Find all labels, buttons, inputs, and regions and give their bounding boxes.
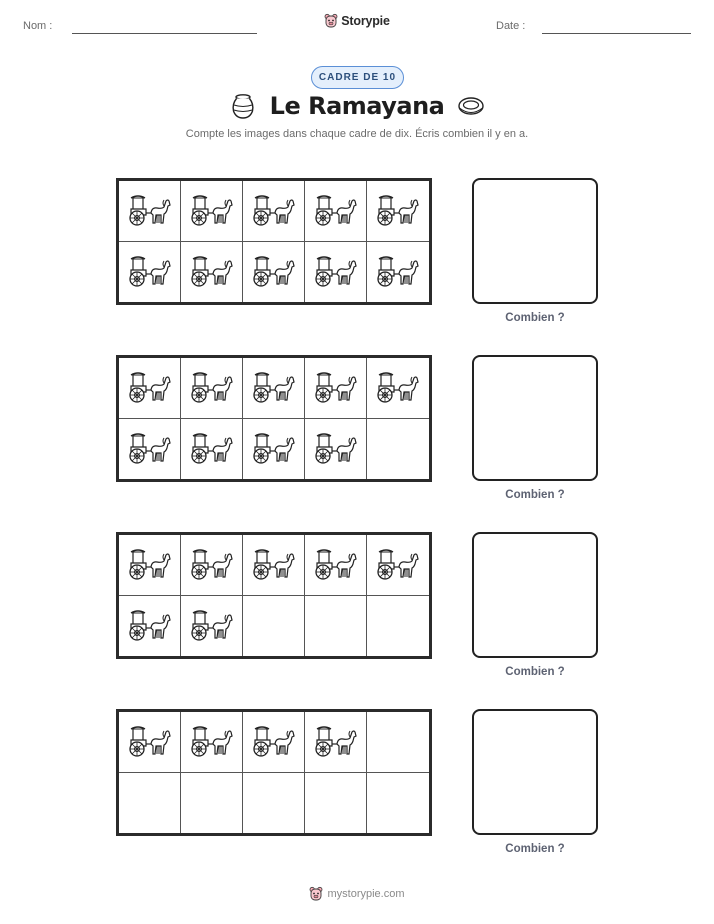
frame-cell bbox=[305, 596, 367, 657]
chariot-icon bbox=[128, 254, 172, 290]
answer-box-4[interactable] bbox=[472, 709, 598, 835]
frame-cell bbox=[305, 712, 367, 773]
chariot-icon bbox=[314, 547, 358, 583]
footer-url: mystorypie.com bbox=[327, 888, 405, 900]
chariot-icon bbox=[314, 254, 358, 290]
frame-cell bbox=[243, 419, 305, 480]
chariot-icon bbox=[190, 608, 234, 644]
frame-cell bbox=[243, 596, 305, 657]
frame-cell bbox=[243, 181, 305, 242]
chariot-icon bbox=[314, 431, 358, 467]
frame-cell bbox=[119, 181, 181, 242]
frame-cell bbox=[367, 712, 429, 773]
chariot-icon bbox=[190, 370, 234, 406]
name-write-line[interactable] bbox=[72, 33, 257, 34]
frame-cell bbox=[181, 242, 243, 303]
chariot-icon bbox=[376, 547, 420, 583]
frame-cell bbox=[367, 358, 429, 419]
chariot-icon bbox=[190, 724, 234, 760]
brand bbox=[0, 13, 714, 29]
frame-cell bbox=[367, 242, 429, 303]
frame-cell bbox=[305, 242, 367, 303]
frame-cell bbox=[181, 419, 243, 480]
question-label-2: Combien ? bbox=[505, 489, 565, 501]
frame-cell bbox=[119, 358, 181, 419]
chariot-icon bbox=[128, 370, 172, 406]
worksheet-type-badge: CADRE DE 10 bbox=[311, 66, 404, 89]
ten-frame-2 bbox=[116, 355, 432, 482]
date-label: Date : bbox=[496, 20, 526, 32]
chariot-icon bbox=[376, 254, 420, 290]
chariot-icon bbox=[314, 724, 358, 760]
frame-cell bbox=[243, 712, 305, 773]
ten-frame-1 bbox=[116, 178, 432, 305]
chariot-icon bbox=[252, 370, 296, 406]
chariot-icon bbox=[128, 431, 172, 467]
chariot-icon bbox=[128, 608, 172, 644]
frame-cell bbox=[243, 242, 305, 303]
frame-cell bbox=[181, 535, 243, 596]
instructions: Compte les images dans chaque cadre de dix. Écris combien il y en a. bbox=[185, 128, 529, 140]
pot-icon bbox=[228, 91, 258, 121]
chariot-icon bbox=[314, 370, 358, 406]
frame-cell bbox=[243, 358, 305, 419]
frame-cell bbox=[119, 242, 181, 303]
chariot-icon bbox=[252, 193, 296, 229]
frame-cell bbox=[119, 712, 181, 773]
frame-cell bbox=[119, 596, 181, 657]
chariot-icon bbox=[190, 547, 234, 583]
chariot-icon bbox=[252, 254, 296, 290]
ring-icon bbox=[456, 91, 486, 121]
chariot-icon bbox=[190, 431, 234, 467]
frame-cell bbox=[243, 773, 305, 834]
frame-cell bbox=[119, 535, 181, 596]
frame-cell bbox=[181, 358, 243, 419]
chariot-icon bbox=[376, 193, 420, 229]
frame-cell bbox=[367, 419, 429, 480]
frame-cell bbox=[367, 773, 429, 834]
chariot-icon bbox=[190, 254, 234, 290]
answer-box-1[interactable] bbox=[472, 178, 598, 304]
frame-cell bbox=[367, 596, 429, 657]
page-title: Le Ramayana bbox=[269, 92, 445, 120]
footer bbox=[0, 886, 714, 902]
frame-cell bbox=[367, 535, 429, 596]
ten-frame-3 bbox=[116, 532, 432, 659]
frame-cell bbox=[181, 773, 243, 834]
frame-cell bbox=[305, 535, 367, 596]
storypie-logo-icon bbox=[309, 886, 323, 902]
question-label-3: Combien ? bbox=[505, 666, 565, 678]
frame-cell bbox=[305, 773, 367, 834]
frame-cell bbox=[181, 181, 243, 242]
frame-cell bbox=[243, 535, 305, 596]
title-row bbox=[0, 91, 714, 121]
chariot-icon bbox=[252, 547, 296, 583]
chariot-icon bbox=[252, 724, 296, 760]
frame-cell bbox=[119, 419, 181, 480]
storypie-logo-icon bbox=[324, 13, 338, 29]
brand-name: Storypie bbox=[341, 14, 390, 28]
chariot-icon bbox=[128, 724, 172, 760]
question-label-4: Combien ? bbox=[505, 843, 565, 855]
date-write-line[interactable] bbox=[542, 33, 691, 34]
chariot-icon bbox=[128, 547, 172, 583]
name-label: Nom : bbox=[23, 20, 53, 32]
question-label-1: Combien ? bbox=[505, 312, 565, 324]
chariot-icon bbox=[190, 193, 234, 229]
frame-cell bbox=[367, 181, 429, 242]
frame-cell bbox=[305, 358, 367, 419]
chariot-icon bbox=[376, 370, 420, 406]
frame-cell bbox=[181, 596, 243, 657]
answer-box-3[interactable] bbox=[472, 532, 598, 658]
frame-cell bbox=[305, 181, 367, 242]
frame-cell bbox=[305, 419, 367, 480]
chariot-icon bbox=[314, 193, 358, 229]
frame-cell bbox=[181, 712, 243, 773]
frame-cell bbox=[119, 773, 181, 834]
chariot-icon bbox=[252, 431, 296, 467]
answer-box-2[interactable] bbox=[472, 355, 598, 481]
ten-frame-4 bbox=[116, 709, 432, 836]
chariot-icon bbox=[128, 193, 172, 229]
